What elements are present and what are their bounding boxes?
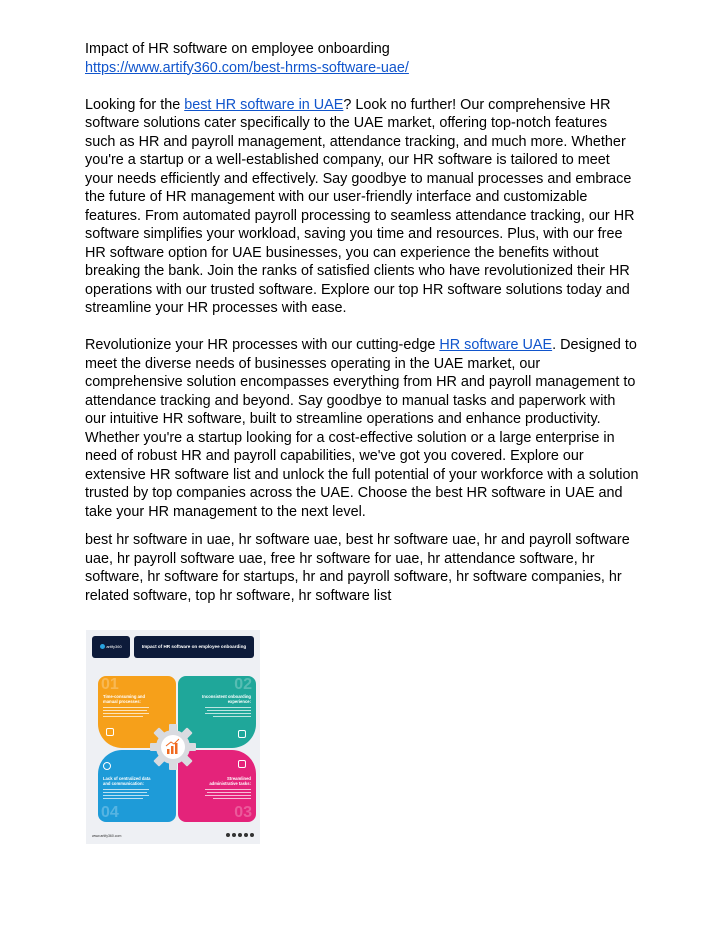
people-icon (238, 730, 246, 738)
quadrant-number: 01 (101, 676, 119, 693)
infographic-title: Impact of HR software on employee onboarding (134, 636, 254, 658)
quadrant-number: 02 (234, 676, 252, 693)
paragraph-1-text-end: ? Look no further! Our comprehensive HR software solutions cater specifically to the UAE market, offering top-notch features such as HR and payroll management, attendance tracking, and much more. Whether you're a startup or a well-established company, our HR software is tailored to meet your needs efficiently and effectively. Say goodbye to manual processes and embrace the future of HR management with our user-friendly interface and customizable features. From automated payroll processing to seamless attendance tracking, our HR software simplifies your workload, saving you time and resources. Plus, with our free HR software option for UAE businesses, you can experience the benefits without breaking the bank. Join the ranks of satisfied clients who have revolutionized their HR operations with our trusted software. Explore our top HR software solutions today and streamline your HR processes with ease. (85, 96, 635, 316)
quadrant-number: 04 (101, 804, 119, 821)
network-icon (103, 762, 111, 770)
infographic-footer (92, 832, 254, 840)
instagram-icon (232, 833, 236, 837)
best-hr-software-link[interactable]: best HR software in UAE (184, 96, 344, 113)
lock-icon (238, 760, 246, 768)
paragraph-1-text-start: Looking for the (85, 96, 185, 113)
document-heading: Impact of HR software on employee onboarding (85, 41, 390, 57)
paragraph-2-text-start: Revolutionize your HR processes with our cutting-edge (85, 337, 440, 353)
chat-icon (106, 728, 114, 736)
artify-logo (92, 636, 130, 658)
social-icons (224, 833, 254, 838)
gear-icon (150, 724, 196, 770)
quadrant-heading: Inconsistent onboarding experience: (202, 694, 251, 704)
infographic-image (86, 630, 260, 844)
footer-url: www.artify360.com (92, 834, 122, 838)
linkedin-icon (244, 833, 248, 837)
facebook-icon (226, 833, 230, 837)
document-content (85, 40, 640, 605)
paragraph-2 (85, 336, 640, 521)
twitter-icon (238, 833, 242, 837)
quadrant-heading: Lack of centralized data and communication: (103, 776, 151, 786)
hr-software-uae-link[interactable]: HR software UAE (439, 337, 553, 353)
paragraph-1 (85, 96, 640, 318)
youtube-icon (250, 833, 254, 837)
paragraph-2-text-end: . Designed to meet the diverse needs of businesses operating in the UAE market, our comprehensive solution encompasses everything from HR and payroll management to attendance tracking and beyond. Say goodbye to manual tasks and paperwork with our intuitive HR software, built to streamline operations and enhance productivity. Whether you're a startup looking for a cost-effective solution or a large enterprise in need of robust HR and payroll capabilities, we've got you covered. Explore our extensive HR software list and unlock the full potential of your workforce with a solution trusted by top companies across the UAE. Choose the best HR software in UAE and take your HR management to the next level. (85, 337, 639, 520)
infographic-header (92, 636, 254, 658)
quadrant-heading: Time-consuming and manual processes: (103, 694, 146, 704)
logo-text: artify360 (106, 644, 122, 649)
quadrant-heading: Streamlined administrative tasks: (209, 776, 251, 786)
keywords-paragraph: best hr software in uae, hr software uae, best hr software uae, hr and payroll software uae, hr payroll software uae, free hr software for uae, hr attendance software, hr software, hr software for startups, hr and payroll software, hr software companies, hr related software, top hr software, hr software list (85, 532, 630, 604)
heading-link[interactable]: https://www.artify360.com/best-hrms-software-uae/ (85, 59, 409, 76)
quadrant-number: 03 (234, 804, 252, 821)
